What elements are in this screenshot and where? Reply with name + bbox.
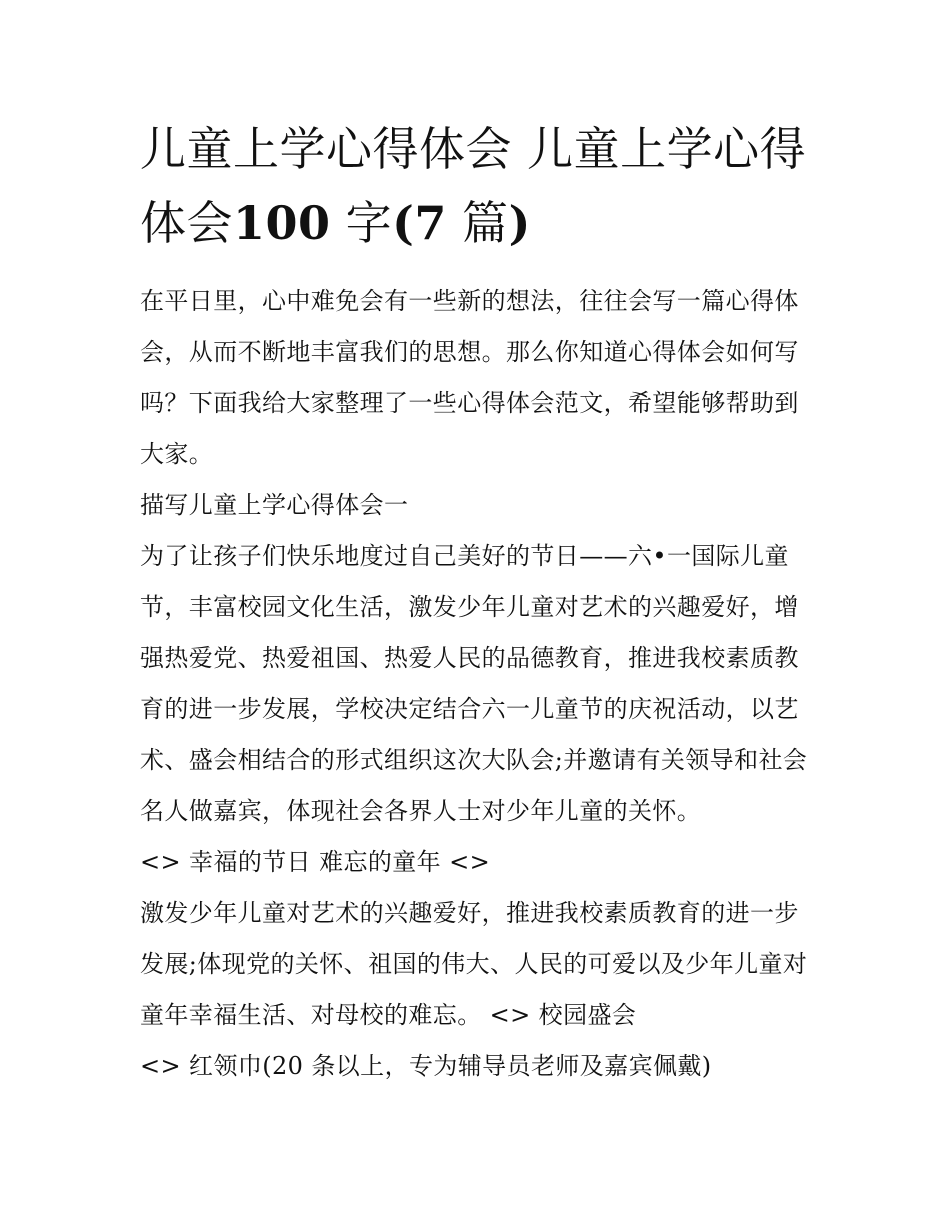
title-text-close: ) <box>508 196 531 250</box>
document-body <box>140 276 812 1092</box>
materials-line: <> 红领巾(20 条以上，专为辅导员老师及嘉宾佩戴) <box>140 1052 712 1080</box>
body-paragraph: 为了让孩子们快乐地度过自己美好的节日——六•一国际儿童节，丰富校园文化生活，激发少年儿童对艺术的兴趣爱好，增强热爱党、热爱祖国、热爱人民的品德教育，推进我校素质教育的进一步发展，学校决定结合六一儿童节的庆祝活动，以艺术、盛会相结合的形式组织这次大队会;并邀请有关领导和社会名人做嘉宾，体现社会各界人士对少年儿童的关怀。 <box>140 542 808 825</box>
title-text-part5: 篇 <box>446 196 509 250</box>
title-text-number: 100 <box>233 196 331 250</box>
theme-line: <> 幸福的节日 难忘的童年 <> <box>140 848 491 876</box>
title-text-part3: 字 <box>330 196 393 250</box>
section-heading: 描写儿童上学心得体会一 <box>140 491 409 519</box>
document-title <box>140 112 812 260</box>
intro-paragraph: 在平日里，心中难免会有一些新的想法，往往会写一篇心得体会，从而不断地丰富我们的思想。那么你知道心得体会如何写吗？下面我给大家整理了一些心得体会范文，希望能够帮助到大家。 <box>140 287 799 468</box>
purpose-paragraph: 激发少年儿童对艺术的兴趣爱好，推进我校素质教育的进一步发展;体现党的关怀、祖国的伟大、人民的可爱以及少年儿童对童年幸福生活、对母校的难忘。 <> 校园盛会 <box>140 899 808 1029</box>
title-text-count: (7 <box>392 196 447 250</box>
document-content <box>140 112 812 1092</box>
title-text-part1: 儿童上学心得体会 儿童上学心得体会 <box>140 122 807 250</box>
